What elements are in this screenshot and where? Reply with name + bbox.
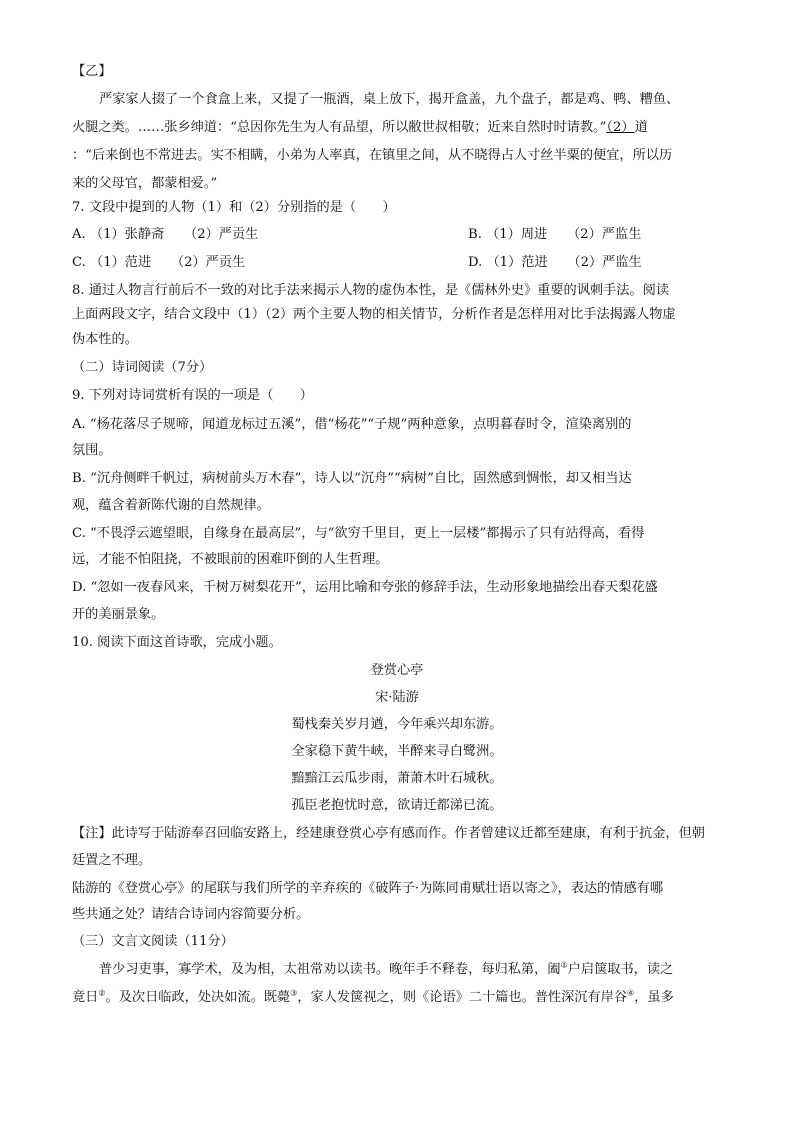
footnote-4: ④ — [627, 988, 635, 998]
section-yi-heading: 【乙】 — [72, 64, 112, 79]
poem-line: 全家稳下黄牛峡，半醉来寻白鹭洲。 — [291, 744, 503, 759]
section-2-heading: （二）诗词阅读（7分） — [72, 360, 213, 375]
classical-line: 竟日②。及次日临政，处决如流。既薨③，家人发箧视之，则《论语》二十篇也。普性深沉有岸谷④，虽多 — [72, 988, 674, 1005]
poem-line: 孤臣老抱忧时意，欲请迁都涕已流。 — [291, 798, 503, 813]
question-7-options-row1 — [72, 225, 642, 245]
question-9-option-b: B. “沉舟侧畔千帆过，病树前头万木春”，诗人以“沉舟”“病树”自比，固然感到惆怅，却又相当达 — [72, 471, 632, 486]
question-8-line: 伪本性的。 — [72, 332, 138, 347]
marker-2: （2） — [606, 120, 635, 135]
passage-line: ：“后来倒也不常进去。实不相瞒，小弟为人率真，在镇里之间，从不晓得占人寸丝半粟的便宜，所以历 — [72, 148, 673, 163]
question-9-option-c-cont: 远，才能不怕阻挠，不被眼前的困难吓倒的人生哲理。 — [72, 552, 389, 567]
poem-note: 【注】此诗写于陆游奉召回临安路上，经建康登赏心亭有感而作。作者曾建议迁都至建康，有利于抗金，但朝 — [72, 826, 705, 841]
question-7-stem: 7. 文段中提到的人物（1）和（2）分别指的是（ ） — [72, 200, 396, 215]
question-9-stem: 9. 下列对诗词赏析有误的一项是（ ） — [72, 388, 313, 403]
poem-line: 黯黯江云瓜步雨，萧萧木叶石城秋。 — [291, 771, 503, 786]
question-9-option-b-cont: 观，蕴含着新陈代谢的自然规律。 — [72, 498, 270, 513]
question-10-ask: 陆游的《登赏心亭》的尾联与我们所学的辛弃疾的《破阵子·为陈同甫赋壮语以寄之》，表达的情感有哪 — [72, 881, 664, 896]
option-c: C. （1）范进 （2）严贡生 — [72, 255, 246, 270]
poem-author: 宋·陆游 — [375, 690, 419, 705]
question-8-line: 8. 通过人物言行前后不一致的对比手法来揭示人物的虚伪本性，是《儒林外史》重要的讽刺手法。阅读 — [72, 283, 670, 298]
question-9-option-d-cont: 开的美丽景象。 — [72, 607, 165, 622]
question-10-ask-cont: 些共通之处？请结合诗词内容简要分析。 — [72, 907, 310, 922]
section-3-heading: （三）文言文阅读（11分） — [72, 934, 234, 949]
question-8-line: 上面两段文字，结合文段中（1）（2）两个主要人物的相关情节，分析作者是怎样用对比手法揭露人物虚 — [72, 307, 676, 322]
question-10-stem: 10. 阅读下面这首诗歌，完成小题。 — [72, 635, 282, 650]
footnote-3: ③ — [290, 988, 298, 998]
option-a: A. （1）张静斋 （2）严贡生 — [72, 227, 259, 242]
passage-line: 来的父母官，都蒙相爱。” — [72, 176, 218, 191]
option-b: B. （1）周进 （2）严监生 — [468, 227, 642, 242]
passage-line: 严家家人掇了一个食盒上来，又提了一瓶酒，桌上放下，揭开盒盖，九个盘子，都是鸡、鸭、糟鱼、 — [99, 92, 680, 107]
poem-title: 登赏心亭 — [370, 663, 424, 678]
question-9-option-a: A. “杨花落尽子规啼，闻道龙标过五溪”，借“杨花”“子规”两种意象，点明暮春时令，渲染离别的 — [72, 417, 632, 432]
passage-line: 火腿之类。……张乡绅道：“总因你先生为人有品望，所以敝世叔相敬；近来自然时时请教。”（2）道 — [72, 120, 648, 135]
poem-line: 蜀栈秦关岁月遒，今年乘兴却东游。 — [291, 717, 503, 732]
question-9-option-c: C. “不畏浮云遮望眼，自缘身在最高层”，与“欲穷千里目，更上一层楼”都揭示了只有站得高，看得 — [72, 526, 645, 541]
question-7-options-row2 — [72, 253, 642, 273]
option-d: D. （1）范进 （2）严监生 — [468, 255, 642, 270]
footnote-1: ① — [560, 960, 568, 970]
question-9-option-a-cont: 氛围。 — [72, 443, 112, 458]
classical-line: 普少习吏事，寡学术，及为相，太祖常劝以读书。晚年手不释卷，每归私第，阖①户启箧取书，读之 — [99, 960, 674, 977]
poem-note-cont: 廷置之不理。 — [72, 853, 152, 868]
question-9-option-d: D. “忽如一夜春风来，千树万树梨花开”，运用比喻和夸张的修辞手法，生动形象地描绘出春天梨花盛 — [72, 580, 658, 595]
footnote-2: ② — [98, 988, 106, 998]
